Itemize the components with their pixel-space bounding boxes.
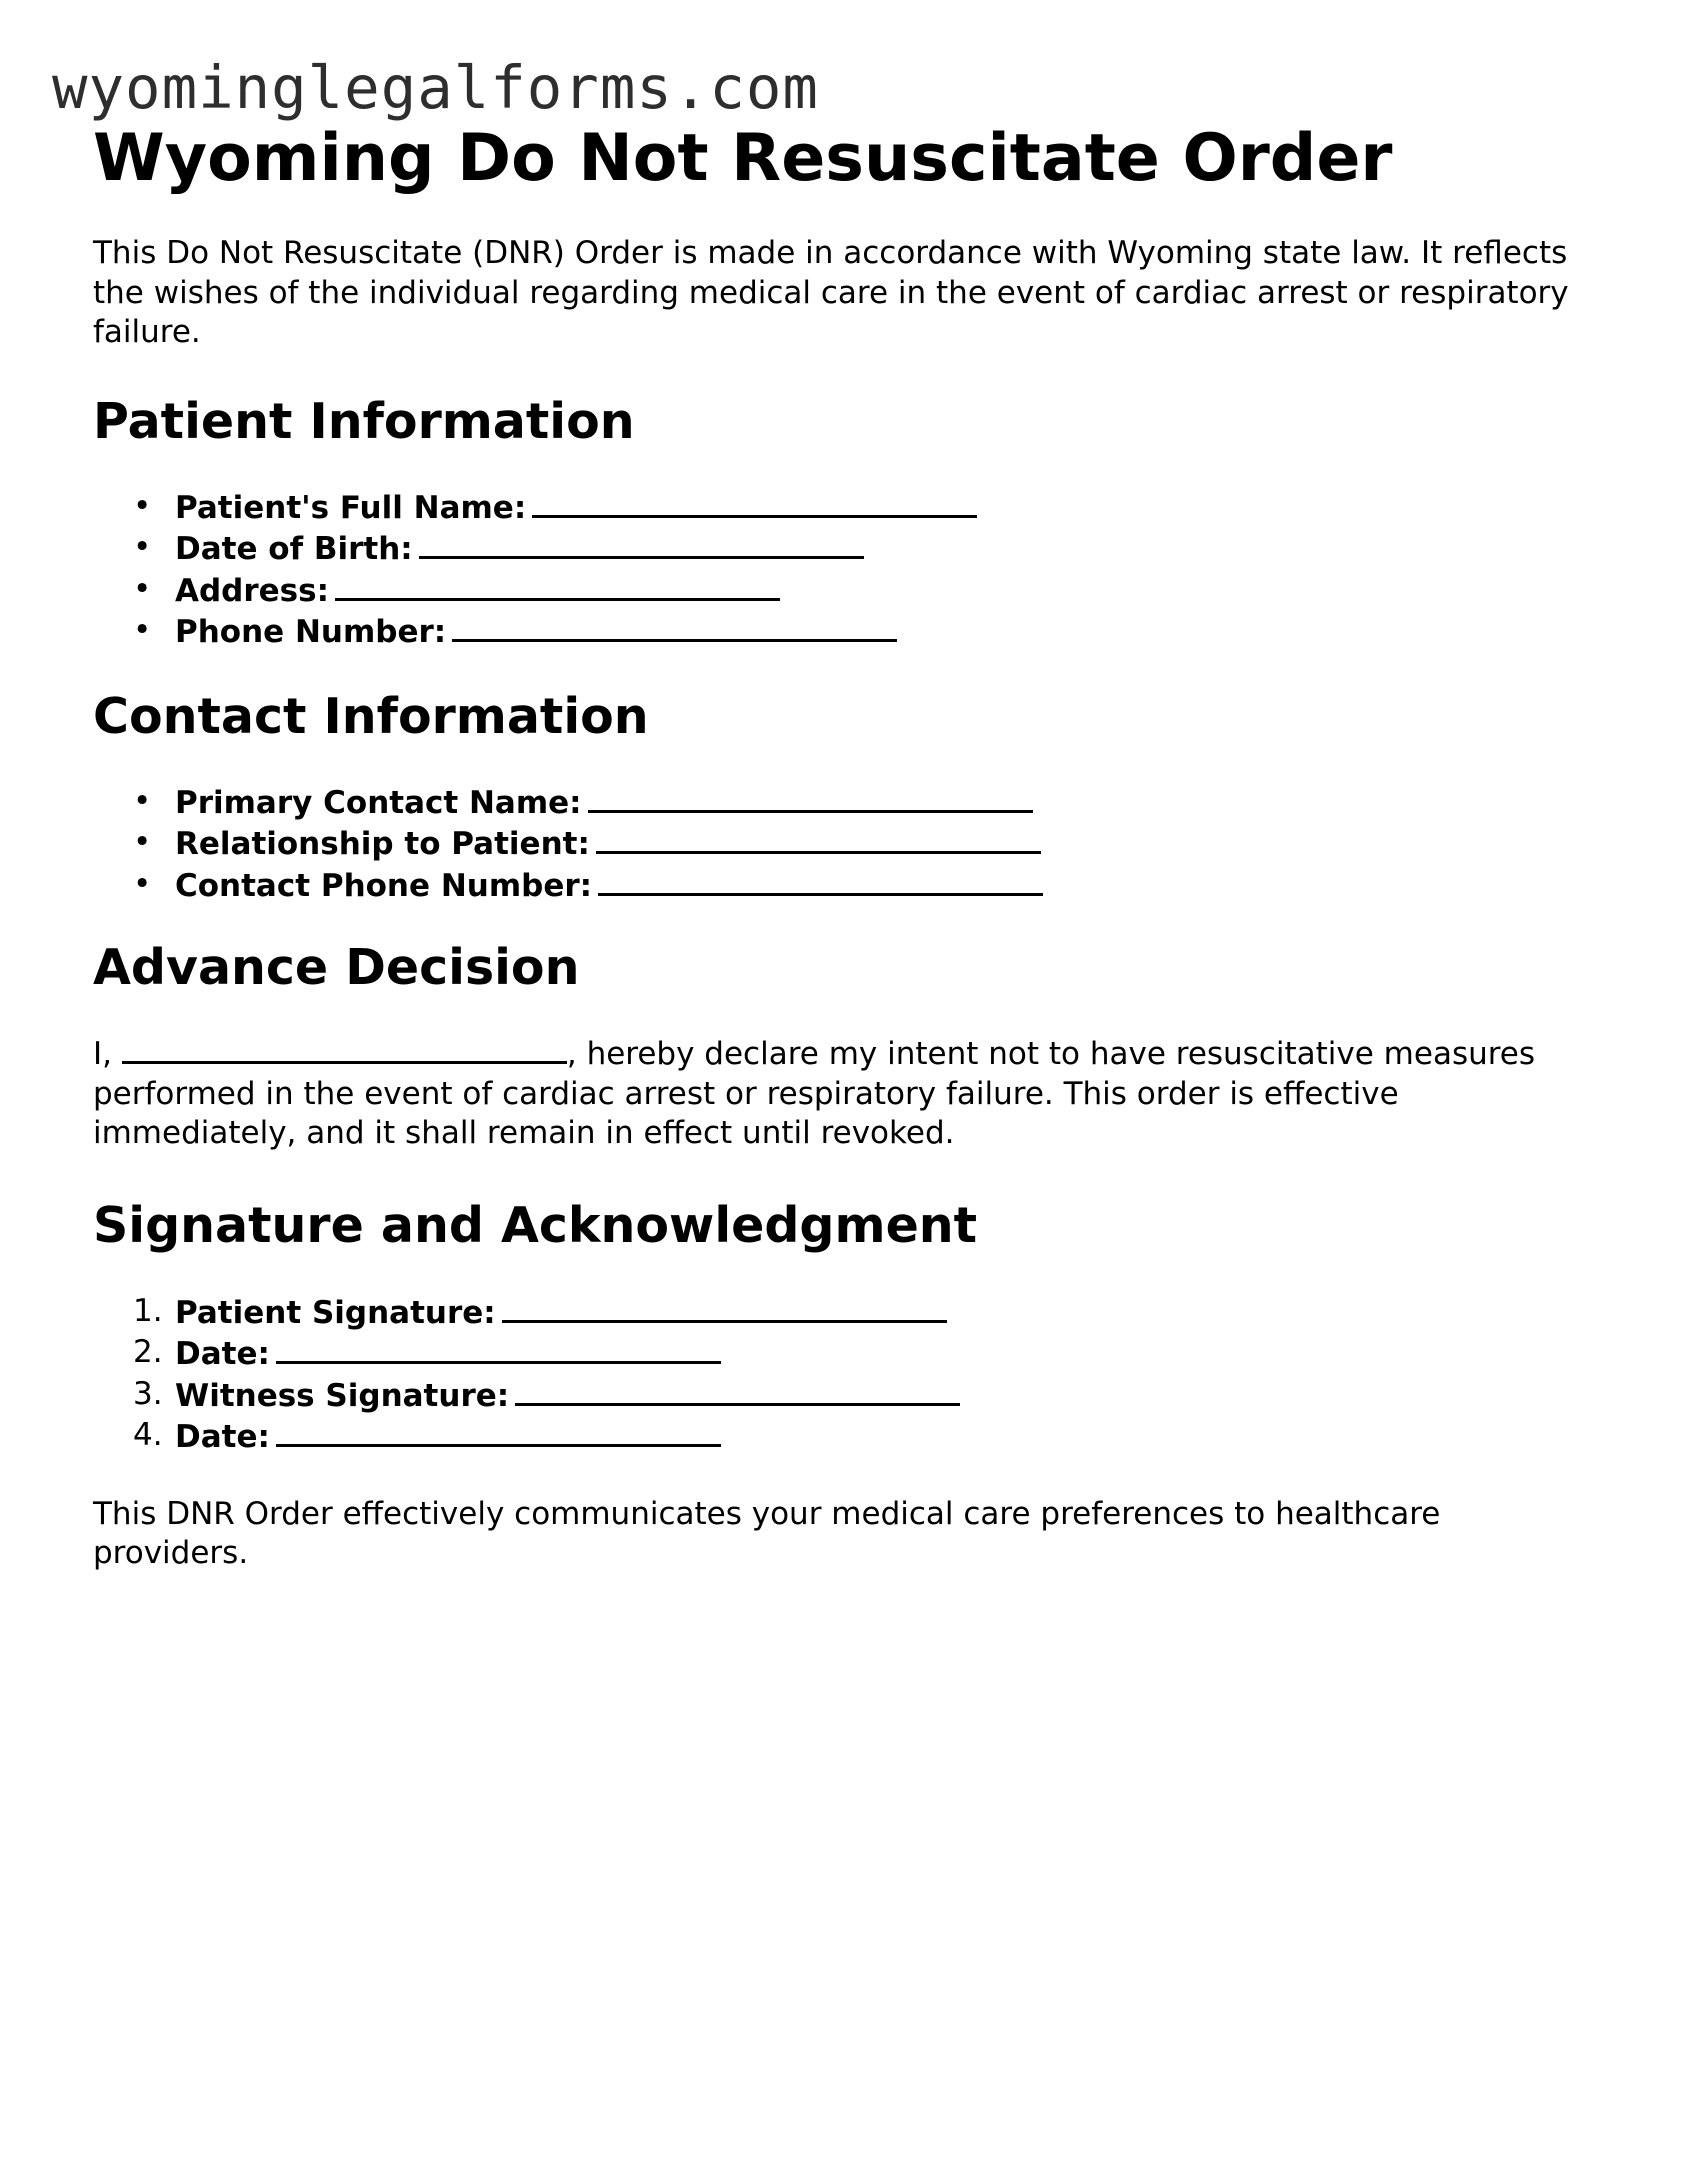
page-title: Wyoming Do Not Resuscitate Order — [93, 121, 1393, 196]
patient-name-blank[interactable] — [532, 487, 977, 518]
contact-info-heading: Contact Information — [93, 687, 649, 745]
intro-paragraph: This Do Not Resuscitate (DNR) Order is made in accordance with Wyoming state law. It reflects the wishes of the individual regarding medical care in the event of cardiac arrest or respiratory failure. — [93, 235, 1569, 350]
patient-date-field — [93, 1333, 1593, 1375]
address-blank[interactable] — [335, 570, 780, 601]
signature-heading: Signature and Acknowledgment — [93, 1196, 978, 1254]
date-of-birth-field — [93, 528, 1593, 570]
bullet: • — [133, 824, 152, 860]
document-body — [93, 118, 1593, 1574]
list-number: 4. — [133, 1417, 163, 1453]
field-label: Date: — [175, 1336, 270, 1372]
patient-info-list — [93, 487, 1593, 653]
advance-decision-heading: Advance Decision — [93, 939, 580, 996]
address-field — [93, 570, 1593, 612]
phone-number-field — [93, 611, 1593, 653]
watermark: wyominglegalforms.com — [52, 53, 819, 122]
list-number: 2. — [133, 1334, 163, 1370]
field-label: Date of Birth: — [175, 531, 413, 567]
advance-decision-text: , hereby declare my intent not to have resuscitative measures performed in the event of cardiac arrest or respiratory failure. This order is effective immediately, and it shall remain in effect until revoked. — [93, 1036, 1536, 1151]
patient-signature-blank[interactable] — [502, 1292, 947, 1323]
witness-date-blank[interactable] — [276, 1416, 721, 1447]
bullet: • — [133, 612, 152, 648]
signature-list — [93, 1292, 1593, 1458]
field-label: Patient's Full Name: — [175, 489, 527, 526]
bullet: • — [133, 865, 152, 902]
witness-signature-blank[interactable] — [515, 1375, 960, 1406]
field-label: Relationship to Patient: — [175, 826, 590, 862]
field-label: Patient Signature: — [175, 1294, 496, 1331]
field-label: Witness Signature: — [175, 1377, 510, 1414]
closing-paragraph: This DNR Order effectively communicates your medical care preferences to healthcare providers. — [93, 1495, 1441, 1571]
bullet: • — [133, 570, 152, 607]
bullet: • — [133, 487, 152, 524]
relationship-field — [93, 823, 1593, 865]
declarant-name-blank[interactable] — [122, 1033, 567, 1064]
patient-info-heading: Patient Information — [93, 392, 635, 450]
phone-number-blank[interactable] — [452, 611, 897, 642]
relationship-blank[interactable] — [596, 823, 1041, 854]
advance-decision-prefix: I, — [93, 1036, 112, 1072]
bullet: • — [133, 529, 152, 565]
field-label: Phone Number: — [175, 614, 447, 650]
list-number: 3. — [133, 1375, 163, 1412]
contact-phone-blank[interactable] — [598, 865, 1043, 896]
field-label: Date: — [175, 1419, 270, 1455]
patient-signature-field — [93, 1292, 1593, 1334]
date-of-birth-blank[interactable] — [419, 528, 864, 559]
contact-phone-field — [93, 865, 1593, 907]
field-label: Primary Contact Name: — [175, 784, 582, 821]
witness-signature-field — [93, 1375, 1593, 1417]
primary-contact-name-field — [93, 782, 1593, 824]
contact-info-list — [93, 782, 1593, 907]
witness-date-field — [93, 1416, 1593, 1458]
field-label: Contact Phone Number: — [175, 867, 593, 904]
patient-name-field — [93, 487, 1593, 529]
list-number: 1. — [133, 1292, 163, 1329]
advance-decision-paragraph — [93, 1033, 1593, 1154]
patient-date-blank[interactable] — [276, 1333, 721, 1364]
primary-contact-name-blank[interactable] — [588, 782, 1033, 813]
bullet: • — [133, 782, 152, 819]
field-label: Address: — [175, 572, 329, 609]
